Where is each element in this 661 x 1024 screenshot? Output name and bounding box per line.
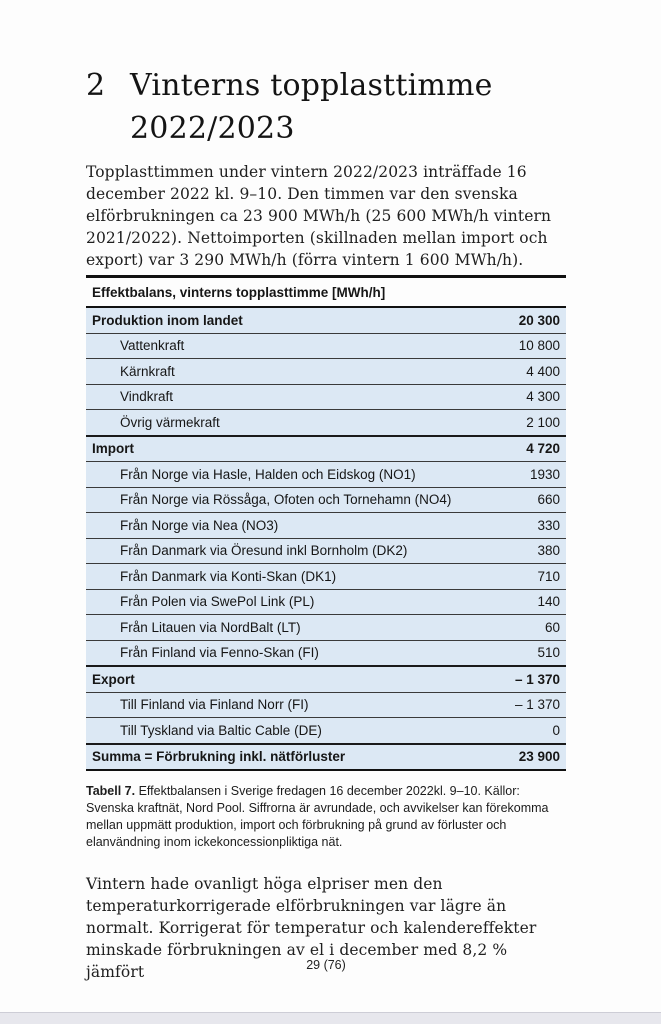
- row-value: 2 100: [502, 410, 566, 436]
- table-row: [86, 513, 566, 539]
- table-row: [86, 307, 566, 333]
- row-value: 0: [502, 718, 566, 744]
- row-label: Import: [86, 436, 502, 462]
- table-header-row: [86, 277, 566, 308]
- row-label: Kärnkraft: [86, 359, 502, 385]
- section-title-line1: Vinterns topplasttimme: [130, 68, 493, 103]
- table-row: [86, 589, 566, 615]
- page-content: [86, 0, 566, 983]
- row-value: 710: [502, 564, 566, 590]
- row-label: Till Tyskland via Baltic Cable (DE): [86, 718, 502, 744]
- row-label: Från Norge via Hasle, Halden och Eidskog (NO1): [86, 462, 502, 488]
- row-value: 23 900: [502, 744, 566, 771]
- section-heading: [86, 64, 566, 150]
- row-label: Från Norge via Rössåga, Ofoten och Tornehamn (NO4): [86, 487, 502, 513]
- closing-paragraph: Vintern hade ovanligt höga elpriser men den temperaturkorrigerade elförbrukningen var lägre än normalt. Korrigerat för temperatur och kalendereffekter minskade förbrukningen av el i december med 8,2 % jämfört: [86, 875, 537, 981]
- row-label: Övrig värmekraft: [86, 410, 502, 436]
- row-label: Från Norge via Nea (NO3): [86, 513, 502, 539]
- table-row: [86, 744, 566, 771]
- table-row: [86, 436, 566, 462]
- row-value: 60: [502, 615, 566, 641]
- table-header-cell: Effektbalans, vinterns topplasttimme [MWh/h]: [86, 277, 566, 308]
- row-value: 380: [502, 538, 566, 564]
- row-label: Export: [86, 666, 502, 692]
- row-value: 4 400: [502, 359, 566, 385]
- row-value: 4 720: [502, 436, 566, 462]
- table-row: [86, 538, 566, 564]
- table-row: [86, 333, 566, 359]
- section-title: [130, 64, 493, 150]
- table-row: [86, 666, 566, 692]
- intro-paragraph: Topplasttimmen under vintern 2022/2023 inträffade 16 december 2022 kl. 9–10. Den timmen var den svenska elförbrukningen ca 23 900 MWh/h (25 600 MWh/h vintern 2021/2022). Nettoimporten (skillnaden mellan import och export) var 3 290 MWh/h (förra vintern 1 600 MWh/h).: [86, 163, 552, 269]
- row-label: Summa = Förbrukning inkl. nätförluster: [86, 744, 502, 771]
- table-row: [86, 692, 566, 718]
- table-row: [86, 462, 566, 488]
- row-label: Produktion inom landet: [86, 307, 502, 333]
- table-caption-label: Tabell 7.: [86, 784, 136, 798]
- section-number: 2: [86, 68, 106, 103]
- row-value: – 1 370: [502, 692, 566, 718]
- row-value: 4 300: [502, 384, 566, 410]
- table-row: [86, 564, 566, 590]
- table-caption-text: Effektbalansen i Sverige fredagen 16 december 2022kl. 9–10. Källor: Svenska kraftnät, Nord Pool. Siffrorna är avrundade, och avvikelser kan förekomma mellan uppmätt produktion, import och förbrukning på grund av förluster och elanvändning inom ickekoncessionpliktiga nät.: [86, 784, 549, 849]
- row-value: 330: [502, 513, 566, 539]
- page-number: 29 (76): [306, 958, 346, 972]
- table-caption: [86, 783, 566, 851]
- row-value: – 1 370: [502, 666, 566, 692]
- effekt-table-body: [86, 307, 566, 770]
- row-value: 140: [502, 589, 566, 615]
- table-row: [86, 359, 566, 385]
- row-value: 10 800: [502, 333, 566, 359]
- effektbalans-table: [86, 275, 566, 771]
- row-label: Till Finland via Finland Norr (FI): [86, 692, 502, 718]
- row-label: Vattenkraft: [86, 333, 502, 359]
- table-row: [86, 410, 566, 436]
- table-row: [86, 718, 566, 744]
- row-value: 20 300: [502, 307, 566, 333]
- row-value: 510: [502, 640, 566, 666]
- row-label: Från Danmark via Öresund inkl Bornholm (DK2): [86, 538, 502, 564]
- table-row: [86, 640, 566, 666]
- section-title-line2: 2022/2023: [130, 111, 295, 146]
- row-label: Från Finland via Fenno-Skan (FI): [86, 640, 502, 666]
- table-row: [86, 384, 566, 410]
- row-label: Från Danmark via Konti-Skan (DK1): [86, 564, 502, 590]
- row-label: Från Litauen via NordBalt (LT): [86, 615, 502, 641]
- row-value: 660: [502, 487, 566, 513]
- table-row: [86, 487, 566, 513]
- row-label: Vindkraft: [86, 384, 502, 410]
- table-row: [86, 615, 566, 641]
- row-label: Från Polen via SwePol Link (PL): [86, 589, 502, 615]
- row-value: 1930: [502, 462, 566, 488]
